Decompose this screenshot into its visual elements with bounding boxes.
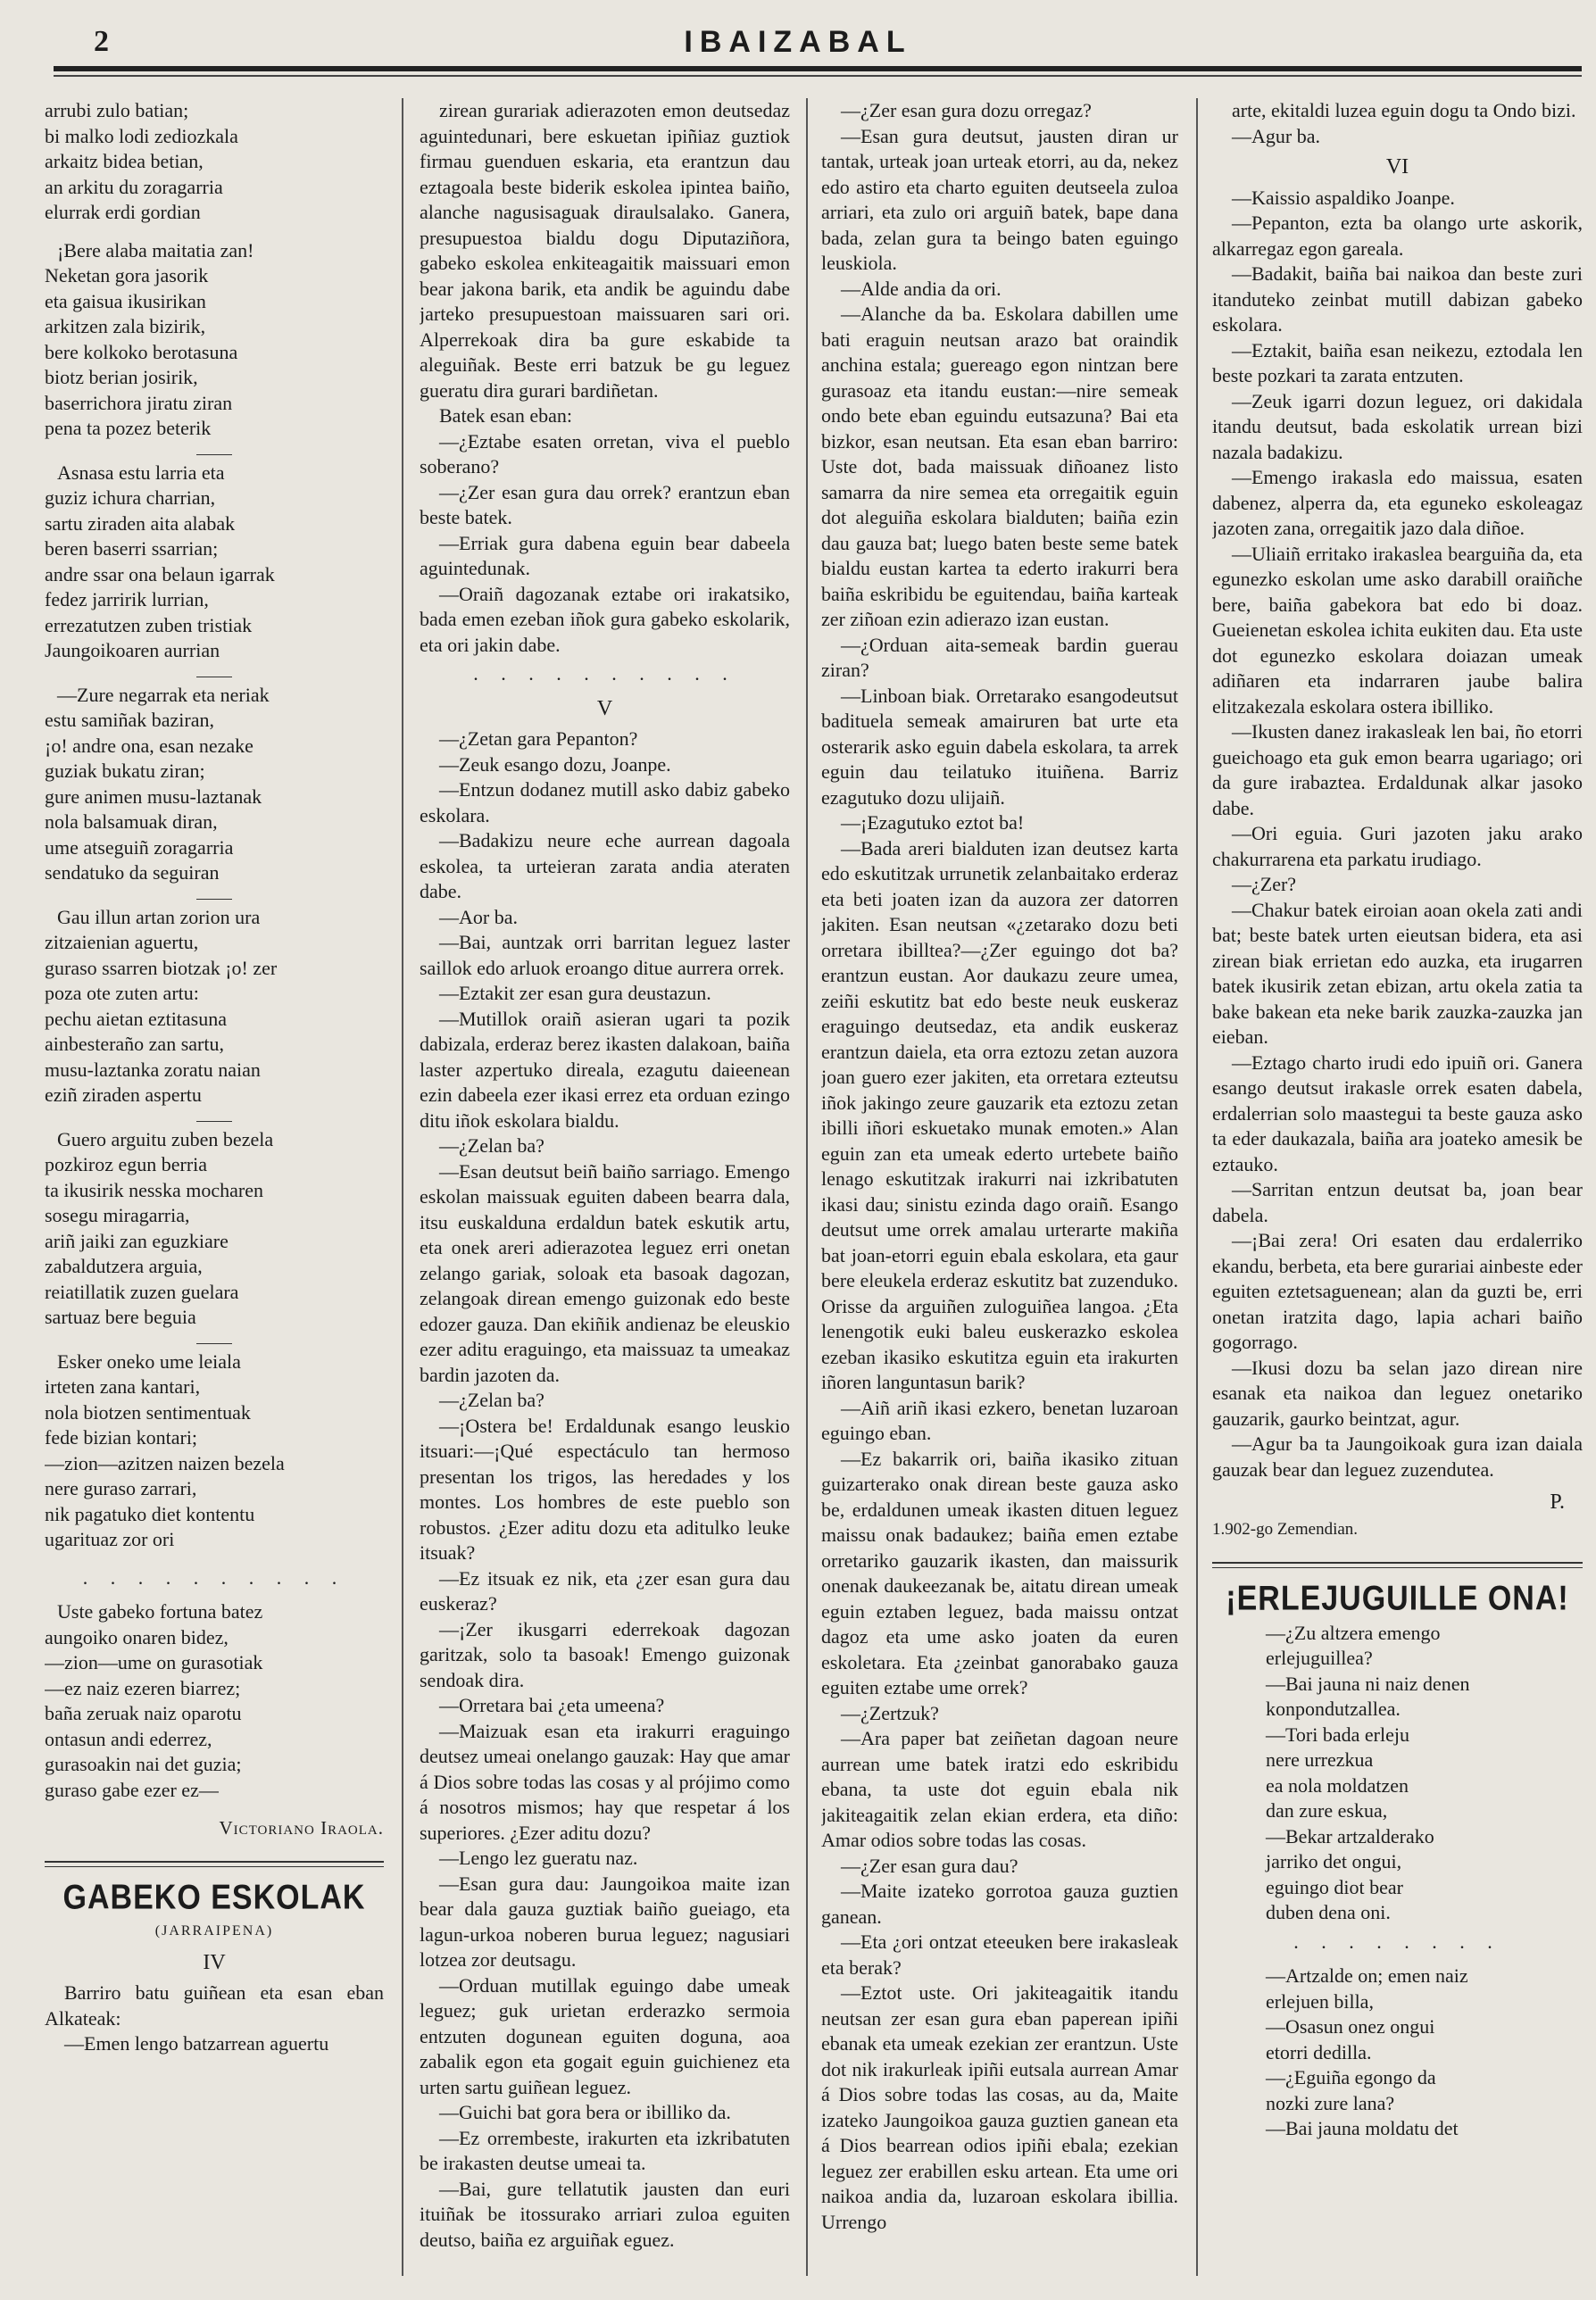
poem-line: gurasoakin nai det guzia; [45,1753,242,1775]
poem-line: zitzaienian aguertu, [45,931,199,953]
poem-lines [1212,1621,1583,1926]
poem-line: aungoiko onaren bidez, [45,1625,229,1648]
section-number-iv: IV [203,1950,226,1974]
poem-line: guraso ssarren biotzak ¡o! zer [45,956,278,979]
paragraph: —Bada areri bialduten izan deutsez karta edo eskutitzak urrunetik zelanbaitako erderaz eta beti joaten izan da auzora zer datorren jakiten. Esan neutsan «¿zetarako dozu beti orretara ibilltea?—¿Zer eguingo dot ba? erantzun eustan. Aor daukazu zeure umea, zeiñi eskutitz bat edo beste neuk euskeraz eraguingo deutsedaz, eta andik euskeraz erantzun daiela, eta orra eztozu zetan auzora joan guero ezer jakiten, eta orretara ezteutsu iñok jakingo zeure gauzarik eta eztozu zetan ibilli iñori eskuetako munak emoten.» Alan eguin zan eta umeak ederto urtebete baiño lenago eskutitzak irakurri nai izkribatuten ikasi dau; sinistu ezinda dago oraiñ. Esango deutsut ume orrek amalau urterarte makiña bat joan-etorri eguin ebala eskolara, eta gaur bere eleukela erderaz eskutitz bat zuzenduko. Orisse da arguiñen zuloguiñea langoa. ¿Eta lenengotik euki baleu euskerazko eskolea ezeban ikasiko eskutitza eguin eta irakurten iñoren languntasun barik? [821,836,1178,1393]
poem-line: guraso gabe ezer ez— [45,1778,219,1801]
poem-line: ariñ jaiki zan eguzkiare [45,1229,229,1252]
paragraph: —¡Bai zera! Ori esaten dau erdalerriko ekandu, berbeta, eta bere gurariai ainbeste eder eguiten eztetsaguenean; alan da guzti be, erri onetan iratzita dago, lapia achari baiño gogorrago. [1212,1229,1583,1353]
poem-line: pena ta pozez beterik [45,417,212,439]
paragraph: —¿Zelan ba? [439,1134,544,1157]
poem-line: sosegu miragarria, [45,1204,190,1226]
poem-line: —ez naiz ezeren biarrez; [45,1676,241,1699]
stanza-separator [196,899,232,900]
paragraph: —Maizuak esan eta irakurri eraguingo deutsez umeai onelango gauzak: Hay que amar á Dios sobre todas las cosas y al prójimo como á nosotros mismos; hay que respetar á los superiores. ¿Ezer aditu dozu? [420,1719,790,1844]
paragraph: —Chakur batek eiroian aoan okela zati andi bat; beste batek urten eieutsan bidera, eta asi zirean biak errietan edo auzka, eta irugarren batek ikusirik zetan ebizan, artu okela zatia ta bake bakean eta neke barik zauzka-zauzka jan eieban. [1212,898,1583,1048]
column-2 [420,98,790,2276]
poem-line: musu-laztanka zoratu naian [45,1058,261,1081]
paragraph: —¿Zelan ba? [439,1389,544,1411]
poem-line: poza ote zuten artu: [45,982,199,1004]
section-rule-thin [45,1866,384,1867]
poem-line: guziak bukatu ziran; [45,760,205,782]
poem-line: —Bekar artzalderako [1266,1824,1434,1847]
paragraph: —Orretara bai ¿eta umeena? [439,1694,665,1716]
poem-line: Guero arguitu zuben bezela [57,1127,274,1150]
paragraph: —Kaissio aspaldiko Joanpe. [1232,186,1455,209]
paragraph: —Emengo irakasla edo maissua, esaten dabenez, alperra da, eta eguneko eskoleagaz jazoten zana, orregaitik jazo dala diñoe. [1212,466,1583,539]
poem-stanza [45,238,384,442]
paragraph: —Ara paper bat zeiñetan dagoan neure aurrean ume batek iratzi edo eskribidu ebana, ta uste dot eguin ebala nik jakiteagaitik zelan ekian erdera, eta diño: Amar odios sobre todas las cosas. [821,1727,1178,1851]
poem-stanza [45,1127,384,1331]
paragraph: —Guichi bat gora bera or ibilliko da. [439,2101,731,2123]
poem-line: Asnasa estu larria eta [57,461,225,484]
poem-line: baserrichora jiratu ziran [45,391,233,414]
poem-line: pozkiroz egun berria [45,1153,208,1175]
paragraph: —Pepanton, ezta ba olango urte askorik, alkarregaz egon gareala. [1212,212,1583,260]
poem-author: Victoriano Iraola. [219,1817,384,1839]
poem-line: nola biotzen sentimentuak [45,1400,251,1424]
poem-line: beren baserri ssarrian; [45,537,219,560]
paragraph: —Ez orrembeste, irakurten eta izkribatuten be irakasten deutse umeai ta. [420,2126,790,2174]
paragraph: Batek esan eban: [439,404,573,427]
article-text [1212,186,1583,1483]
stanza-separator [196,454,232,455]
page-header [0,0,1596,71]
poem-line: —¿Eguiña egongo da [1266,2066,1436,2088]
section-rule-thin [1212,1567,1583,1568]
column-4 [1212,98,1583,2276]
article-title: GABEKO ESKOLAK [62,1877,366,1917]
poem-line: estu samiñak baziran, [45,709,214,731]
article-text [1212,98,1583,149]
poem-line: arkaitz bidea betian, [45,150,204,172]
paragraph: —Zeuk igarri dozun leguez, ori dakidala itandu deutsut, bada eskolatik urrean bizi nazala badakizu. [1212,389,1583,463]
paragraph: —Aor ba. [439,905,518,928]
page-number: 2 [94,25,109,58]
poem-line: sartu ziraden aita alabak [45,511,236,535]
stanza-separator [196,1343,232,1344]
paragraph: —Aiñ ariñ ikasi ezkero, benetan luzaroan eguingo eban. [821,1396,1178,1444]
column-divider [1196,98,1198,2276]
paragraph: —Alde andia da ori. [841,277,1002,300]
poem-line: Jaungoikoaren aurrian [45,639,220,661]
poem-line: ume atseguiñ zoragarria [45,835,234,859]
poem-line: etorri dedilla. [1266,2040,1372,2063]
paragraph: —Ikusi dozu ba selan jazo direan nire esanak eta naikoa dan leguez onetariko gauzarik, gaurko beintzat, agur. [1212,1356,1583,1430]
poem-line: ugarituaz zor ori [45,1528,175,1550]
poem-last-stanza [45,1599,384,1803]
poem-line: eziñ ziraden aspertu [45,1084,202,1106]
poem-line: —Bai jauna moldatu det [1266,2117,1459,2139]
poem-line: nere urrezkua [1266,1748,1374,1771]
paragraph: arte, ekitaldi luzea eguin dogu ta Ondo bizi. [1232,99,1576,121]
paragraph: —Esan deutsut beiñ baiño sarriago. Emengo eskolan maissuak eguiten dabeen bearra dala, itsu euskalduna erdaldun batek eskutik artu, eta onek areri adierazotea leguez erri onetan zelango gariak, soloak eta basoak dagozan, zelangoak direan emengo guizonak edo beste edozer gauza. Dan ekiñik andienaz be eleuskio ezer aditu eraguingo, eta maissuaz ta umeakaz bardin jazoten da. [420,1159,790,1386]
poem-line: —Osasun onez ongui [1266,2015,1435,2038]
paragraph: Barriro batu guiñean eta esan eban Alkateak: [45,1981,384,2030]
poem-line: ¡Bere alaba maitatia zan! [57,238,254,262]
poem-line: Gau illun artan zorion ura [57,905,261,928]
ellipsis-separator: . . . . . . . . . . [82,1565,346,1589]
newspaper-title: IBAIZABAL [684,25,912,59]
poem-line: ontasun andi ederrez, [45,1727,212,1750]
poem-line: biotz berian josirik, [45,366,198,388]
section-number-v: V [596,696,613,720]
paragraph: —¡Zer ikusgarri ederrekoak dagozan garitzak, solo ta basoak! Emengo guizonak sendoak dira. [420,1617,790,1691]
poem-line: irteten zana kantari, [45,1375,201,1398]
paragraph: —¿Zer? [1232,873,1297,895]
ellipsis-separator: . . . . . . . . [1293,1930,1501,1953]
poem-line: Uste gabeko fortuna batez [57,1600,263,1623]
poem-line: —Bai jauna ni naiz denen [1266,1672,1470,1695]
paragraph: —¿Orduan aita-semeak bardin guerau ziran? [821,633,1178,681]
poem-stanza [45,461,384,664]
paragraph: —Zeuk esango dozu, Joanpe. [439,752,671,776]
poem-line: bi malko lodi zediozkala [45,124,238,147]
poem-line: fede bizian kontari; [45,1426,198,1449]
paragraph: —¿Eztabe esaten orretan, viva el pueblo soberano? [420,429,790,477]
poem-line: konpondutzallea. [1266,1698,1401,1720]
poem-line: Neketan gora jasorik [45,264,209,286]
article-subtitle: (JARRAIPENA) [154,1923,274,1939]
poem-line: duben dena oni. [1266,1901,1391,1923]
paragraph: —Erriak gura dabena eguin bear dabeela aguintedunak. [420,531,790,579]
paragraph: —Alanche da ba. Eskolara dabillen ume bati eraguin neutsan arazo bat oraindik anchina estala; guereago egon nintzan bere gurasoaz eta itandu eustan:—nire semeak ondo bete eban eguindu eutsazuna? Bai eta bizkor, esan neutsan. Eta esan eban barriro: Uste dot, bada maissuak diñoanez listo samarra da nire semea eta orregaitik eguin dot aleguiña eskolara bialduten; baiña ezin dau gauza bat; luego baten beste seme batek bialdu eustan kartea ta ederto irakurri bera baiña eskribidu be eguitendau, baiña karteak zer ziñoan ezin adierazo izan eustan. [821,303,1178,630]
paragraph: —Esan gura dau: Jaungoikoa maite izan bear dala gauza guztiak baiño gueiago, eta lagun-urkoa noberen burua leguez; nagusiari lotzea zor deutsagu. [420,1872,790,1971]
paragraph: —Entzun dodanez mutill asko dabiz gabeko eskolara. [420,778,790,826]
section-rule [45,1861,384,1863]
column-divider [402,98,403,2276]
poem-line: eguingo diot bear [1266,1875,1403,1898]
header-rule-thin [54,75,1582,77]
paragraph: —Emen lengo batzarrean aguertu [64,2032,329,2055]
column-divider [806,98,808,2276]
poem-line: erlejuguillea? [1266,1647,1373,1669]
poem-line: bere kolkoko berotasuna [45,340,238,363]
poem-line: eta gaisua ikusirikan [45,289,206,312]
paragraph: —Uliaiñ erritako irakaslea bearguiña da, eta egunezko eskolan ume asko darabill oraiñche bere, baiña gabekora bat edo bi doaz. Gueienetan eskolea ichita eukiten dau. Eta uste dot egunezko eskolara doiazan umeak adiñaren eta indarraren jaube balira elitzakezala eskolara ostera ibilliko. [1212,542,1583,718]
section-number-vi: VI [1385,155,1409,179]
column-1 [45,98,384,2276]
poem-line: gure animen musu-laztanak [45,785,262,808]
poem-line: nozki zure lana? [1266,2091,1395,2114]
poem-line: ¡o! andre ona, esan nezake [45,734,254,757]
poem-line: ta ikusirik nesska mocharen [45,1178,263,1201]
paragraph: —Agur ba ta Jaungoikoak gura izan daiala gauzak bear dan leguez zuzendutea. [1212,1432,1583,1481]
paragraph: —Eztakit, baiña esan neikezu, eztodala len beste pozkari ta zarata entzuten. [1212,338,1583,386]
poem-stanza [45,98,384,226]
poem-line: —zion—ume on gurasotiak [45,1651,263,1673]
article-signature: P. [1550,1490,1565,1514]
paragraph: —Eta ¿ori ontzat eteeuken bere irakasleak eta berak? [821,1931,1178,1979]
paragraph: —Ori eguia. Guri jazoten jaku arako chakurrarena eta parkatu irudiago. [1212,822,1583,870]
poem-line: —zion—azitzen naizen bezela [45,1451,285,1474]
poem-line: —Zure negarrak eta neriak [57,683,270,706]
section-rule [1212,1562,1583,1564]
paragraph: —¿Zer esan gura dozu orregaz? [841,99,1092,121]
poem-line: reiatillatik zuzen guelara [45,1280,239,1303]
paragraph: —Esan gura deutsut, jausten diran ur tantak, urteak joan urteak etorri, au da, nekez edo astiro eta charto eguiten deutseela zuloa arriari, eta zulo ori arguiñ batek, bape dana bada, zelan gura ta beingo baten eguingo leuskiola. [821,124,1178,274]
paragraph: —Eztago charto irudi edo ipuiñ ori. Ganera esango deutsut irakasle orrek esaten dabela, erdalerrian solo maastegui ta beste gauza asko ta eder daukazala, baiña ara joateko amesik be eztauko. [1212,1050,1583,1175]
paragraph: —Badakizu neure eche aurrean dagoala eskolea, ta urteieran zarata andia ateraten dabe. [420,829,790,902]
paragraph: —Eztot uste. Ori jakiteagaitik itandu neutsan zer esan gura eban paperean ipiñi ebanak eta umeak ezekian zer erantzun. Uste dot nik irakurleak ipiñi eutsala aurrean Amar á Dios sobre todas las cosas, au da, Maite izateko Jaungoikoa gauza guztien ganean eta á Dios bearrean odios ipiñi ebala; ezekian leguez zer erabillen esku artean. Eta ume ori naikoa andia da, luzaroan eskolara ibillia. Urrengo [821,1981,1178,2233]
article-text [420,98,790,658]
paragraph: —¿Zer esan gura dau orrek? erantzun eban beste batek. [420,480,790,528]
ellipsis-separator: . . . . . . . . . . [473,662,736,685]
poem-line: arkitzen zala bizirik, [45,315,206,337]
paragraph: —Ez itsuak ez nik, eta ¿zer esan gura dau euskeraz? [420,1566,790,1615]
poem-line: nere guraso zarrari, [45,1477,197,1499]
poem [45,98,384,1553]
poem-line: an arkitu du zoragarria [45,175,223,198]
poem-line: —¿Zu altzera emengo [1266,1621,1441,1644]
article-text [420,727,790,2253]
poem-line: ainbesteraño zan sartu, [45,1033,224,1055]
poem-line: andre ssar ona belaun igarrak [45,562,275,585]
poem-line: sartuaz bere beguia [45,1306,196,1328]
poem-line: —Tori bada erleju [1266,1723,1409,1746]
poem-line: jarriko det ongui, [1266,1850,1402,1872]
article-text [821,98,1178,2235]
poem-line: fedez jarririk lurrian, [45,588,209,610]
paragraph: —¡Ezagutuko eztot ba! [841,811,1025,834]
poem-lines [1212,1964,1583,2142]
column-3 [821,98,1178,2276]
paragraph: —¿Zertzuk? [841,1701,939,1724]
poem-line: pechu aietan eztitasuna [45,1007,228,1030]
poem-line: nik pagatuko diet kontentu [45,1502,255,1525]
article-date: 1.902-go Zemendian. [1212,1519,1359,1539]
poem-line: elurrak erdi gordian [45,201,201,223]
paragraph: —¿Zetan gara Pepanton? [439,727,638,750]
poem-line: —Artzalde on; emen naiz [1266,1964,1468,1987]
poem-line: sendatuko da seguiran [45,861,220,884]
paragraph: —Ikusten danez irakasleak len bai, ño etorri gueichoago eta guk emon bearra ugariago; ori da gure irabaztea. Erdaldunak alkar jasoko dabe. [1212,720,1583,819]
paragraph: —Bai, auntzak orri barritan leguez laster saillok edo arluok eroango ditue aurrera orrek. [420,931,790,979]
stanza-separator [196,1121,232,1122]
poem-line: baña zeruak naiz oparotu [45,1702,242,1724]
poem-line: nola balsamuak diran, [45,810,218,833]
poem-line: arrubi zulo batian; [45,99,189,121]
paragraph: —Maite izateko gorrotoa gauza guztien ganean. [821,1880,1178,1928]
poem-line: Esker oneko ume leiala [57,1349,241,1373]
poem-line: zabaldutzera arguia, [45,1255,203,1277]
poem-line: erlejuen billa, [1266,1989,1374,2013]
paragraph: —¡Ostera be! Erdaldunak esango leuskio itsuari:—¡Qué espectáculo tan hermoso presentan los trigos, las heredades y los montes. Los hombres de este pueblo son robustos. ¿Ezer aditu dozu eta aditulko leuke itsuak? [420,1414,790,1564]
poem-line: ea nola moldatzen [1266,1773,1409,1797]
paragraph: —Lengo lez gueratu naz. [439,1847,638,1869]
poem-stanza [45,905,384,1108]
paragraph: —Ez bakarrik ori, baiña ikasiko zituan guizarterako onak direan beste gauza asko be, erdaldunen umeak ikasten dituen leguez maissu onak badaukez; baiña emen eztabe orretariko gauzarik ikasten, dan maissurik onenak daukeezanak be, aitatu direan umeak eguin eztaben leguez, bada maissu ontzat dagoz eta ume asko joaten da euren eskoletara. Eta ¿zeinbat ganorabako gauza eguiten eztabe ume orrek? [821,1447,1178,1698]
poem-line: dan zure eskua, [1266,1799,1388,1822]
paragraph: —Oraiñ dagozanak eztabe ori irakatsiko, bada emen ezeban iñok gura gabeko eskolarik, eta ori jakin dabe. [420,582,790,656]
paragraph: —Agur ba. [1232,124,1320,147]
paragraph: —¿Zer esan gura dau? [841,1854,1018,1877]
poem-line: errezatutzen zuben tristiak [45,613,253,636]
paragraph: —Linboan biak. Orretarako esangodeutsut badituela semeak amairuren bat urte eta osterarik asko eguin dabela eskolara, ta arrek eguin dau teilatuko ituiñena. Barriz ezagutuko dozu ulijaiñ. [821,684,1178,809]
poem-stanza [45,1599,384,1803]
paragraph: —Badakit, baiña bai naikoa dan beste zuri itanduteko zeinbat mutill dabizan gabeko eskolara. [1212,262,1583,336]
paragraph: —Eztakit zer esan gura deustazun. [439,982,711,1004]
poem-title: ¡ERLEJUGUILLE ONA! [1226,1579,1569,1618]
article-text [45,1980,384,2057]
paragraph: —Orduan mutillak eguingo dabe umeak leguez; guk urietan erderazko sermoia entzuten dogunean eguiten doguna, aoa zabalik egon eta gogait eguin guichienez eta urten sartu guiñean leguez. [420,1973,790,2098]
paragraph: —Mutillok oraiñ asieran ugari ta pozik dabizala, erderaz berez ikasten dalakoan, baiña laster azpertuko direala, ezagutu daieenean ezin dabeela ezer ikasi errez eta orduan ezingo ditu iñok eskolara bialdu. [420,1007,790,1132]
header-rule [54,66,1582,71]
paragraph: —Sarritan entzun deutsat ba, joan bear dabela. [1212,1178,1583,1226]
paragraph: zirean gurariak adierazoten emon deutsedaz aguintedunari, bere eskuetan ipiñiaz guztiok firmau guenduen eskaria, eta erantzun dau eztagoala beste biderik eskolea ipintea baiño, alanche nagusisaguak diraulsalako. Ganera, presupuestoa bialdu dogu Diputaziñora, gabeko eskolea enkiteagaitik maissuari emon bear jakona barik, eta andik be aguindu dabe jarteko presupuestoan maissuaren sari ori. Alperrekoak dira ba gure eskabide ta aleguiñak. Beste erri batzuk be gu leguez gueratu dira gurari bardiñetan. [420,99,790,402]
paragraph: —Bai, gure tellatutik jausten dan euri ituiñak be itossurako arriari zuloa eguiten deutso, baiña ez arguiñak eguez. [420,2177,790,2251]
poem-stanza [45,683,384,886]
poem-stanza [45,1349,384,1553]
poem-line: guziz ichura charrian, [45,486,216,509]
